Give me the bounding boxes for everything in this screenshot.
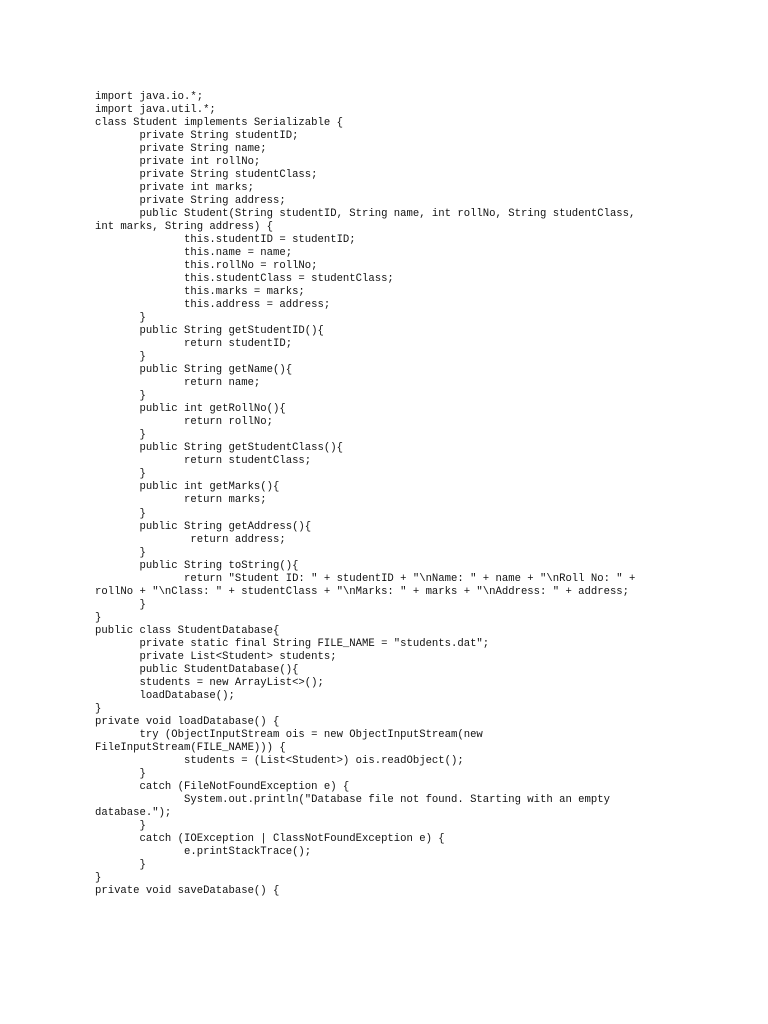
code-line: } <box>95 598 146 611</box>
code-line: System.out.println("Database file not found. Starting with an empty <box>95 793 610 806</box>
code-listing <box>95 91 715 898</box>
code-line: public int getMarks(){ <box>95 481 280 494</box>
code-line: private void loadDatabase() { <box>95 715 280 728</box>
code-line: private static final String FILE_NAME = "students.dat"; <box>95 637 490 650</box>
code-line: private String address; <box>95 195 286 208</box>
code-line: private int marks; <box>95 182 254 195</box>
code-line: public String getStudentID(){ <box>95 325 324 338</box>
code-line: public Student(String studentID, String name, int rollNo, String studentClass, <box>95 208 636 221</box>
code-line: FileInputStream(FILE_NAME))) { <box>95 741 286 754</box>
code-line: private String studentID; <box>95 130 299 143</box>
code-line: class Student implements Serializable { <box>95 117 343 130</box>
code-line: students = (List<Student>) ois.readObject(); <box>95 754 464 767</box>
code-line: } <box>95 351 146 364</box>
code-line: this.address = address; <box>95 299 331 312</box>
code-line: import java.io.*; <box>95 91 204 103</box>
code-line: } <box>95 507 146 520</box>
code-line: students = new ArrayList<>(); <box>95 676 324 689</box>
code-line: e.printStackTrace(); <box>95 845 312 858</box>
code-line: } <box>95 468 146 481</box>
code-line: return rollNo; <box>95 416 274 429</box>
code-line: public String toString(){ <box>95 559 299 572</box>
code-line: private List<Student> students; <box>95 650 337 663</box>
code-line: } <box>95 858 146 871</box>
code-line: public String getAddress(){ <box>95 520 312 533</box>
code-line: } <box>95 871 102 884</box>
code-line: public String getStudentClass(){ <box>95 442 343 455</box>
code-line: database."); <box>95 806 172 819</box>
code-line: this.name = name; <box>95 247 293 260</box>
code-line: return address; <box>95 533 286 546</box>
code-line: public int getRollNo(){ <box>95 403 286 416</box>
code-line: this.rollNo = rollNo; <box>95 260 318 273</box>
code-line: public StudentDatabase(){ <box>95 663 299 676</box>
code-line: this.studentClass = studentClass; <box>95 273 394 286</box>
code-line: } <box>95 429 146 442</box>
code-line: } <box>95 390 146 403</box>
code-line: public class StudentDatabase{ <box>95 624 280 637</box>
code-line: try (ObjectInputStream ois = new ObjectInputStream(new <box>95 728 483 741</box>
code-line: } <box>95 312 146 325</box>
code-line: this.marks = marks; <box>95 286 305 299</box>
code-line: } <box>95 767 146 780</box>
code-line: loadDatabase(); <box>95 689 235 702</box>
code-line: } <box>95 546 146 559</box>
code-line: private int rollNo; <box>95 156 261 169</box>
code-line: catch (IOException | ClassNotFoundException e) { <box>95 832 445 845</box>
code-line: public String getName(){ <box>95 364 293 377</box>
code-line: private void saveDatabase() { <box>95 884 280 897</box>
code-line: } <box>95 819 146 832</box>
code-line: return name; <box>95 377 261 390</box>
code-line: catch (FileNotFoundException e) { <box>95 780 350 793</box>
code-line: this.studentID = studentID; <box>95 234 356 247</box>
code-line: private String name; <box>95 143 267 156</box>
code-line: return studentID; <box>95 338 293 351</box>
code-line: return studentClass; <box>95 455 312 468</box>
code-line: import java.util.*; <box>95 104 216 117</box>
code-line: int marks, String address) { <box>95 221 274 234</box>
code-line: } <box>95 611 102 624</box>
code-line: } <box>95 702 102 715</box>
code-line: private String studentClass; <box>95 169 318 182</box>
code-line: rollNo + "\nClass: " + studentClass + "\nMarks: " + marks + "\nAddress: " + address; <box>95 585 630 598</box>
code-line: return marks; <box>95 494 267 507</box>
code-line: return "Student ID: " + studentID + "\nName: " + name + "\nRoll No: " + <box>95 572 636 585</box>
